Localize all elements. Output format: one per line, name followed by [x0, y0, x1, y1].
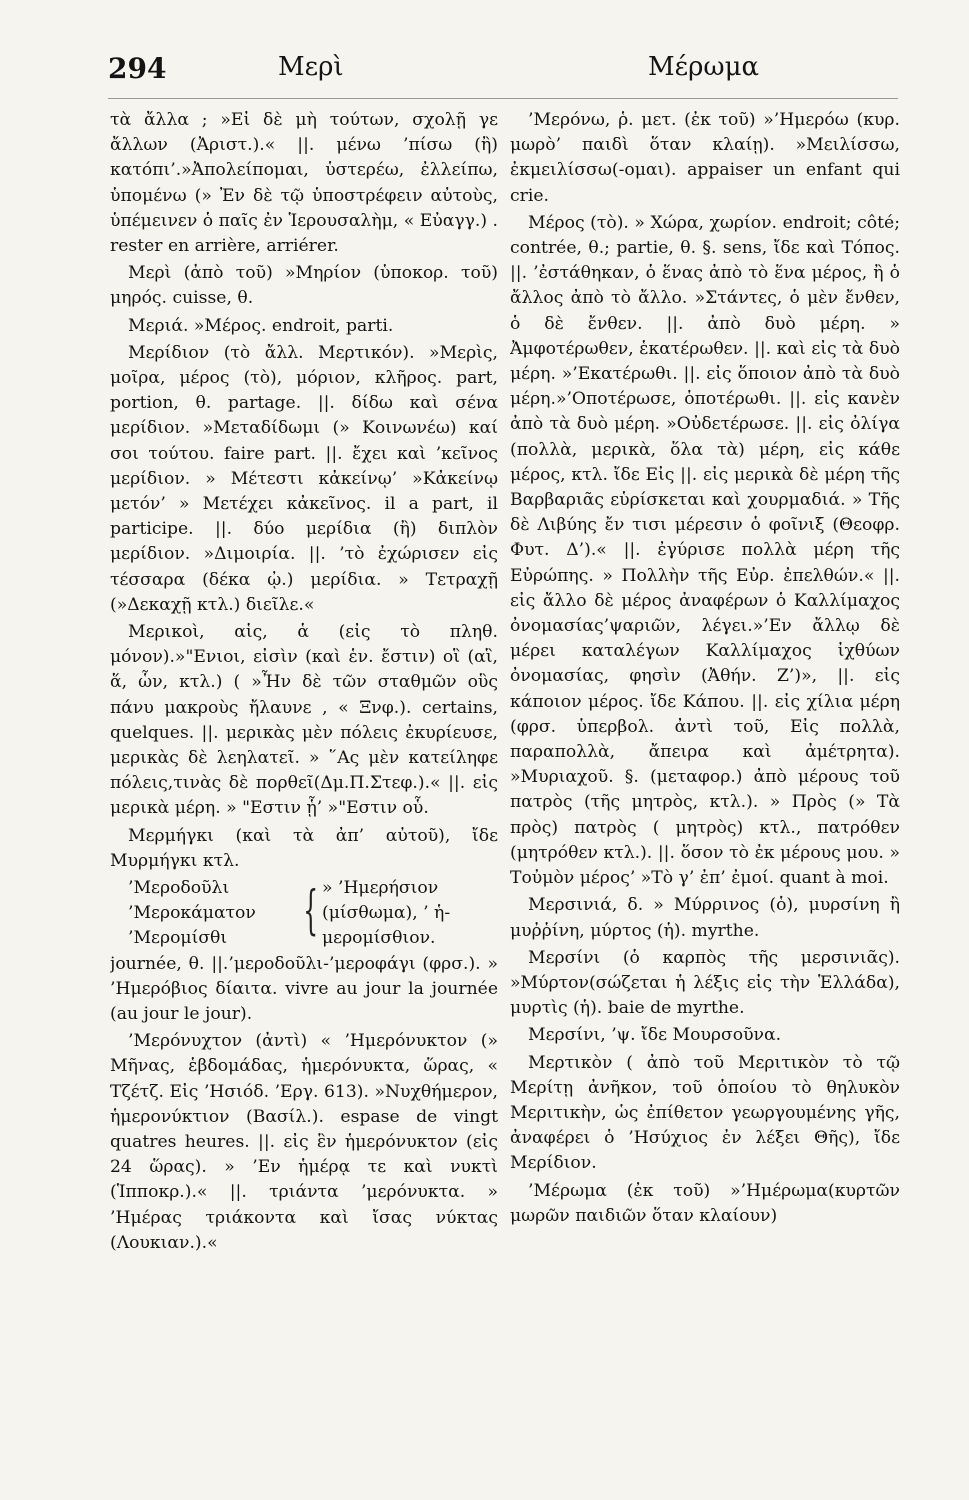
entry-paragraph: Μερίδιον (τὸ ἄλλ. Μερτικόν). »Μερὶς, μοῖρα, μέρος (τὸ), μόριον, κλῆρος. part, portion, θ. partage. ||. δίδω καὶ σένα μερίδιον. »Μεταδίδωμι (» Κοινωνέω) καί σοι τούτου. faire part. ||. ἔχει καὶ ’κεῖνος μερίδιον. » Μέτεστι κἀκείνῳ’ »Κἀκείνῳ μετόν’ » Μετέχει κἀκεῖνος. il a part, il participe. ||. δύο μερίδια (ἢ) διπλὸν μερίδιον. »Διμοιρία. ||. ’τὸ ἐχώρισεν εἰς τέσσαρα (δέκα ᾠ.) μερίδια. » Τετραχῇ (»Δεκαχῇ κτλ.) διεῖλε.« — [110, 342, 498, 615]
entry-paragraph: ’Μέρωμα (ἐκ τοῦ) »’Ημέρωμα(κυρτῶν μωρῶν παιδιῶν ὅταν κλαίουν) — [510, 1180, 900, 1226]
definition-line: » ’Ημερήσιον — [322, 878, 439, 899]
left-column — [110, 108, 498, 1478]
entry-paragraph: ’Μερόνω, ῥ. μετ. (ἐκ τοῦ) »’Ημερόω (κυρ. μωρὸ’ παιδὶ ὅταν κλαίῃ). »Μειλίσσω, ἐκμειλίσσω(-ομαι). appaiser un enfant qui crie. — [510, 110, 900, 206]
entry-paragraph: τὰ ἄλλα ; »Εἰ δὲ μὴ τούτων, σχολῇ γε ἄλλων (Ἀριστ.).« ||. μένω ’πίσω (ἢ) κατόπι’.»Ἀπολείπομαι, ὑστερέω, ἐλλείπω, ὑπομένω (» Ἐν δὲ τῷ ὑποστρέφειν αὐτοὺς, ὑπέμεινεν ὁ παῖς ἐν Ἱερουσαλὴμ, « Εὐαγγ.) . rester en arrière, arriérer. — [110, 110, 498, 257]
entry-paragraph: ’Μερόνυχτον (ἀντὶ) « ’Ημερόνυκτον (» Μῆνας, ἑβδομάδας, ἡμερόνυκτα, ὥρας, « Τζέτζ. Εἰς ’Ησιόδ. ’Εργ. 613). »Νυχθήμερον, ἡμερονύκτιον (Βασίλ.). espase de vingt quatres heures. ||. εἰς ἓν ἡμερόνυκτον (εἰς 24 ὥρας). » ’Εν ἡμέρᾳ τε καὶ νυκτὶ (Ἱπποκρ.).« ||. τριάντα ’μερόνυκτα. » ’Ημέρας τριάκοντα καὶ ἴσας νύκτας (Λουκιαν.).« — [110, 1031, 498, 1253]
entry-paragraph: Μερσινιά, δ. » Μύρρινος (ὁ), μυρσίνη ἢ μυῤῥίνη, μύρτος (ἡ). myrthe. — [510, 895, 900, 941]
header-divider — [108, 98, 898, 99]
grouped-entries — [110, 876, 498, 952]
headword: ’Μερομίσθι — [128, 928, 228, 949]
grouping-brace: { — [303, 881, 319, 942]
headword: ’Μεροδοῦλι — [128, 878, 230, 899]
page-number: 294 — [108, 52, 167, 85]
entry-paragraph: Μερικοὶ, αἱς, ἁ (εἰς τὸ πληθ. μόνον).»"Ενιοι, εἰσὶν (καὶ ἑν. ἔστιν) οἳ (αἳ, ἅ, ὧν, κτλ.) ( »Ἦν δὲ τῶν σταθμῶν οὓς πάνυ μακροὺς ἤλαυνε , « Ξνφ.). certains, quelques. ||. μερικὰς μὲν πόλεις ἐκυρίευσε, μερικὰς δὲ λεηλατεῖ. » ῞Ας μὲν κατείληφε πόλεις,τινὰς δὲ πορθεῖ(Δμ.Π.Στεφ.).« ||. εἰς μερικὰ μέρη. » "Εστιν ᾗ’ »"Εστιν οὗ. — [110, 622, 498, 819]
entry-paragraph: Μερσίνι (ὁ καρπὸς τῆς μερσινιᾶς). »Μύρτον(σώζεται ἡ λέξις εἰς τὴν Ἑλλάδα), μυρτὶς (ἡ). baie de myrthe. — [510, 947, 900, 1019]
definition-line: (μίσθωμα), ’ ἡ- — [322, 903, 451, 924]
entry-paragraph: Μερὶ (ἀπὸ τοῦ) »Μηρίον (ὑποκορ. τοῦ) μηρός. cuisse, θ. — [110, 263, 498, 309]
entry-paragraph: Μερσίνι, ’ψ. ἴδε Μουρσοῦνα. — [528, 1025, 782, 1046]
entry-paragraph: Μέρος (τὸ). » Χώρα, χωρίον. endroit; côté; contrée, θ.; partie, θ. §. sens, ἴδε καὶ Τόπος. ||. ’ἐστάθηκαν, ὁ ἕνας ἀπὸ τὸ ἕνα μέρος, ἢ ὁ ἄλλος ἀπὸ τὸ ἄλλο. »Στάντες, ὁ μὲν ἔνθεν, ὁ δὲ ἔνθεν. ||. ἀπὸ δυὸ μέρη. » Ἀμφοτέρωθεν, ἑκατέρωθεν. ||. καὶ εἰς τὰ δυὸ μέρη. »’Εκατέρωθι. ||. εἰς ὅποιον ἀπὸ τὰ δυὸ μέρη.»’Οποτέρωσε, ὁποτέρωθι. ||. εἰς κανὲν ἀπὸ τὰ δυὸ μέρη. »Οὐδετέρωσε. ||. εἰς ὀλίγα (πολλὰ, μερικὰ, ὅλα τὰ) μέρη, εἰς κάθε μέρος, κτλ. ἴδε Εἰς ||. εἰς μερικὰ δὲ μέρη τῆς Βαρβαριᾶς εὑρίσκεται καὶ χουρμαδιά. » Τῆς δὲ Λιβύης ἔν τισι μέρεσιν ὁ φοῖνιξ (Θεοφρ. Φυτ. Δ’).« ||. ἐγύρισε πολλὰ μέρη τῆς Εὐρώπης. » Πολλὴν τῆς Εὐρ. ἐπελθών.« ||. εἰς ἄλλο δὲ μέρος ἀναφέρων ὁ Καλλίμαχος ὀνομασίας’ψαριῶν, λέγει.»’Εν ἄλλῳ δὲ μέρει καταλέγων Καλλίμαχος ἰχθύων ὀνομασίας, φησὶν (Ἀθήν. Ζ’)», ||. εἰς κάποιον μέρος. ἴδε Κάπου. ||. εἰς χίλια μέρη (φρσ. ὑπερβολ. ἀντὶ τοῦ, Εἰς πολλὰ, παραπολλὰ, ἄπειρα καὶ ἀμέτρητα). »Μυριαχοῦ. §. (μεταφορ.) ἀπὸ μέρους τοῦ πατρὸς (τῆς μητρὸς, κτλ.). » Πρὸς (» Τὰ πρὸς) πατρὸς ( μητρὸς) κτλ., πατρόθεν (μητρόθεν κτλ.). ||. ὅσον τὸ ἐκ μέρους μου. » Τοὐμὸν μέρος’ »Τὸ γ’ ἐπ’ ἐμοί. quant à moi. — [510, 212, 900, 889]
grouped-definition — [312, 876, 498, 952]
entry-paragraph: Μεριά. »Μέρος. endroit, parti. — [128, 315, 394, 336]
headword: ’Μεροκάματον — [128, 903, 256, 924]
left-guide-word: Μερὶ — [278, 52, 344, 82]
entry-paragraph: Μερτικὸν ( ἀπὸ τοῦ Μεριτικὸν τὸ τῷ Μερίτῃ ἀνῆκον, τοῦ ὁποίου τὸ θηλυκὸν Μεριτικὴν, ὡς ἐπίθετον γεωργουμένης γῆς, ἀναφέρει ὁ ’Ησύχιος ἐν λέξει Θῆς), ἴδε Μερίδιον. — [510, 1052, 900, 1174]
right-guide-word: Μέρωμα — [648, 52, 760, 82]
right-column — [510, 108, 900, 1478]
page-header — [108, 52, 898, 96]
grouped-headwords — [110, 876, 300, 952]
entry-paragraph: journée, θ. ||.’μεροδοῦλι-’μεροφάγι (φρσ.). » ’Ημερόβιος δίαιτα. vivre au jour la journée (au jour le jour). — [110, 953, 498, 1025]
definition-line: μερομίσθιον. — [322, 928, 436, 949]
entry-paragraph: Μερμήγκι (καὶ τὰ ἀπ’ αὐτοῦ), ἴδε Μυρμήγκι κτλ. — [110, 825, 498, 871]
